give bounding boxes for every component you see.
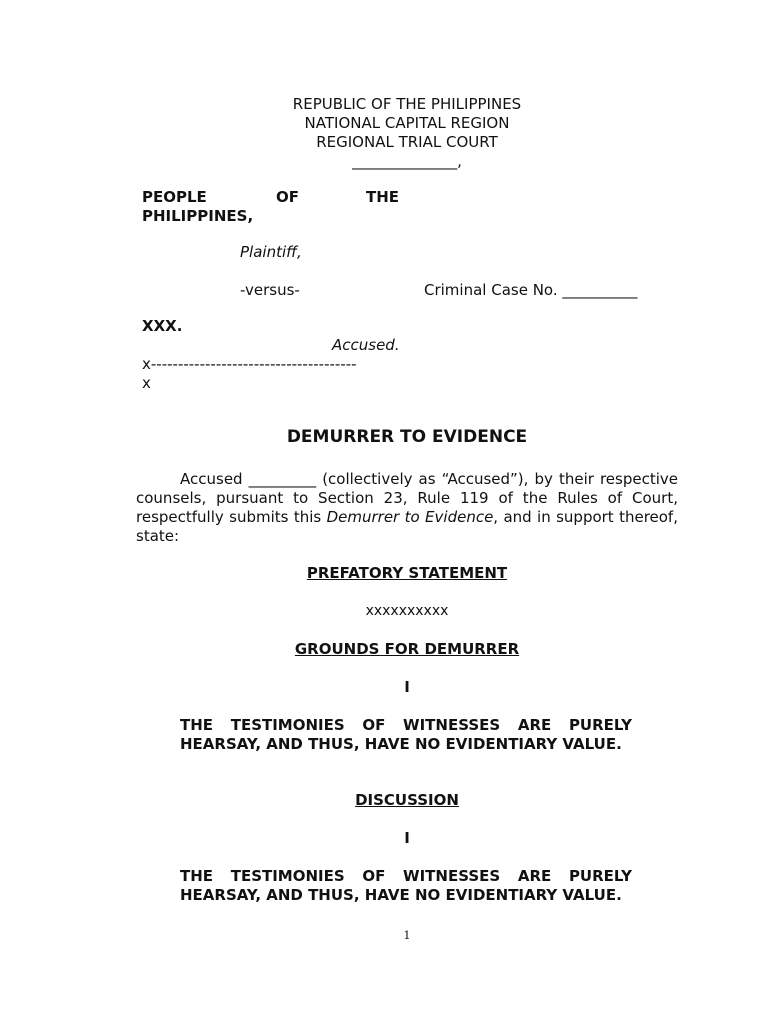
prefatory-heading-text: PREFATORY STATEMENT xyxy=(306,564,508,582)
page-number: 1 xyxy=(403,929,411,942)
discussion-text: THE TESTIMONIES OF WITNESSES ARE PURELY HEARSAY, AND THUS, HAVE NO EVIDENTIARY VALUE. xyxy=(180,867,632,904)
intro-text-italic: Demurrer to Evidence xyxy=(326,508,494,526)
header-region: NATIONAL CAPITAL REGION xyxy=(304,114,510,132)
grounds-text: THE TESTIMONIES OF WITNESSES ARE PURELY HEARSAY, AND THUS, HAVE NO EVIDENTIARY VALUE. xyxy=(180,716,632,753)
grounds-heading-text: GROUNDS FOR DEMURRER xyxy=(294,640,520,658)
intro-text-part2: , and in support thereof, state: xyxy=(136,508,678,545)
header-court: REGIONAL TRIAL COURT xyxy=(316,133,498,151)
grounds-numeral: I xyxy=(404,678,410,696)
caption-versus: -versus- xyxy=(240,281,300,299)
caption-separator-end: x xyxy=(142,374,151,392)
discussion-numeral: I xyxy=(404,829,410,847)
caption-accused-name: XXX. xyxy=(142,317,183,335)
discussion-heading xyxy=(0,791,768,810)
caption-accused-label: Accused. xyxy=(332,336,400,354)
caption-separator: x-------------------------------------- xyxy=(142,355,357,373)
caption-people-word: PEOPLE xyxy=(142,188,207,206)
header-republic: REPUBLIC OF THE PHILIPPINES xyxy=(292,95,522,113)
prefatory-heading xyxy=(0,564,768,583)
header-branch-blank: ______________, xyxy=(352,152,462,170)
caption-plaintiff: Plaintiff, xyxy=(240,243,302,261)
grounds-heading xyxy=(0,640,768,659)
intro-paragraph xyxy=(136,470,678,546)
caption-the-word: THE xyxy=(366,188,400,206)
document-title: DEMURRER TO EVIDENCE xyxy=(286,427,528,447)
intro-text-part1: Accused _________ (collectively as “Accused”), by their respective counsels, pursuant to Section 23, Rule 119 of the Rules of Court, respectfully submits this xyxy=(136,470,678,526)
caption-of-word: OF xyxy=(276,188,299,206)
caption-case-number: Criminal Case No. __________ xyxy=(424,281,638,299)
caption-philippines: PHILIPPINES, xyxy=(142,207,254,225)
prefatory-content: xxxxxxxxxx xyxy=(365,603,449,619)
discussion-heading-text: DISCUSSION xyxy=(355,791,459,809)
